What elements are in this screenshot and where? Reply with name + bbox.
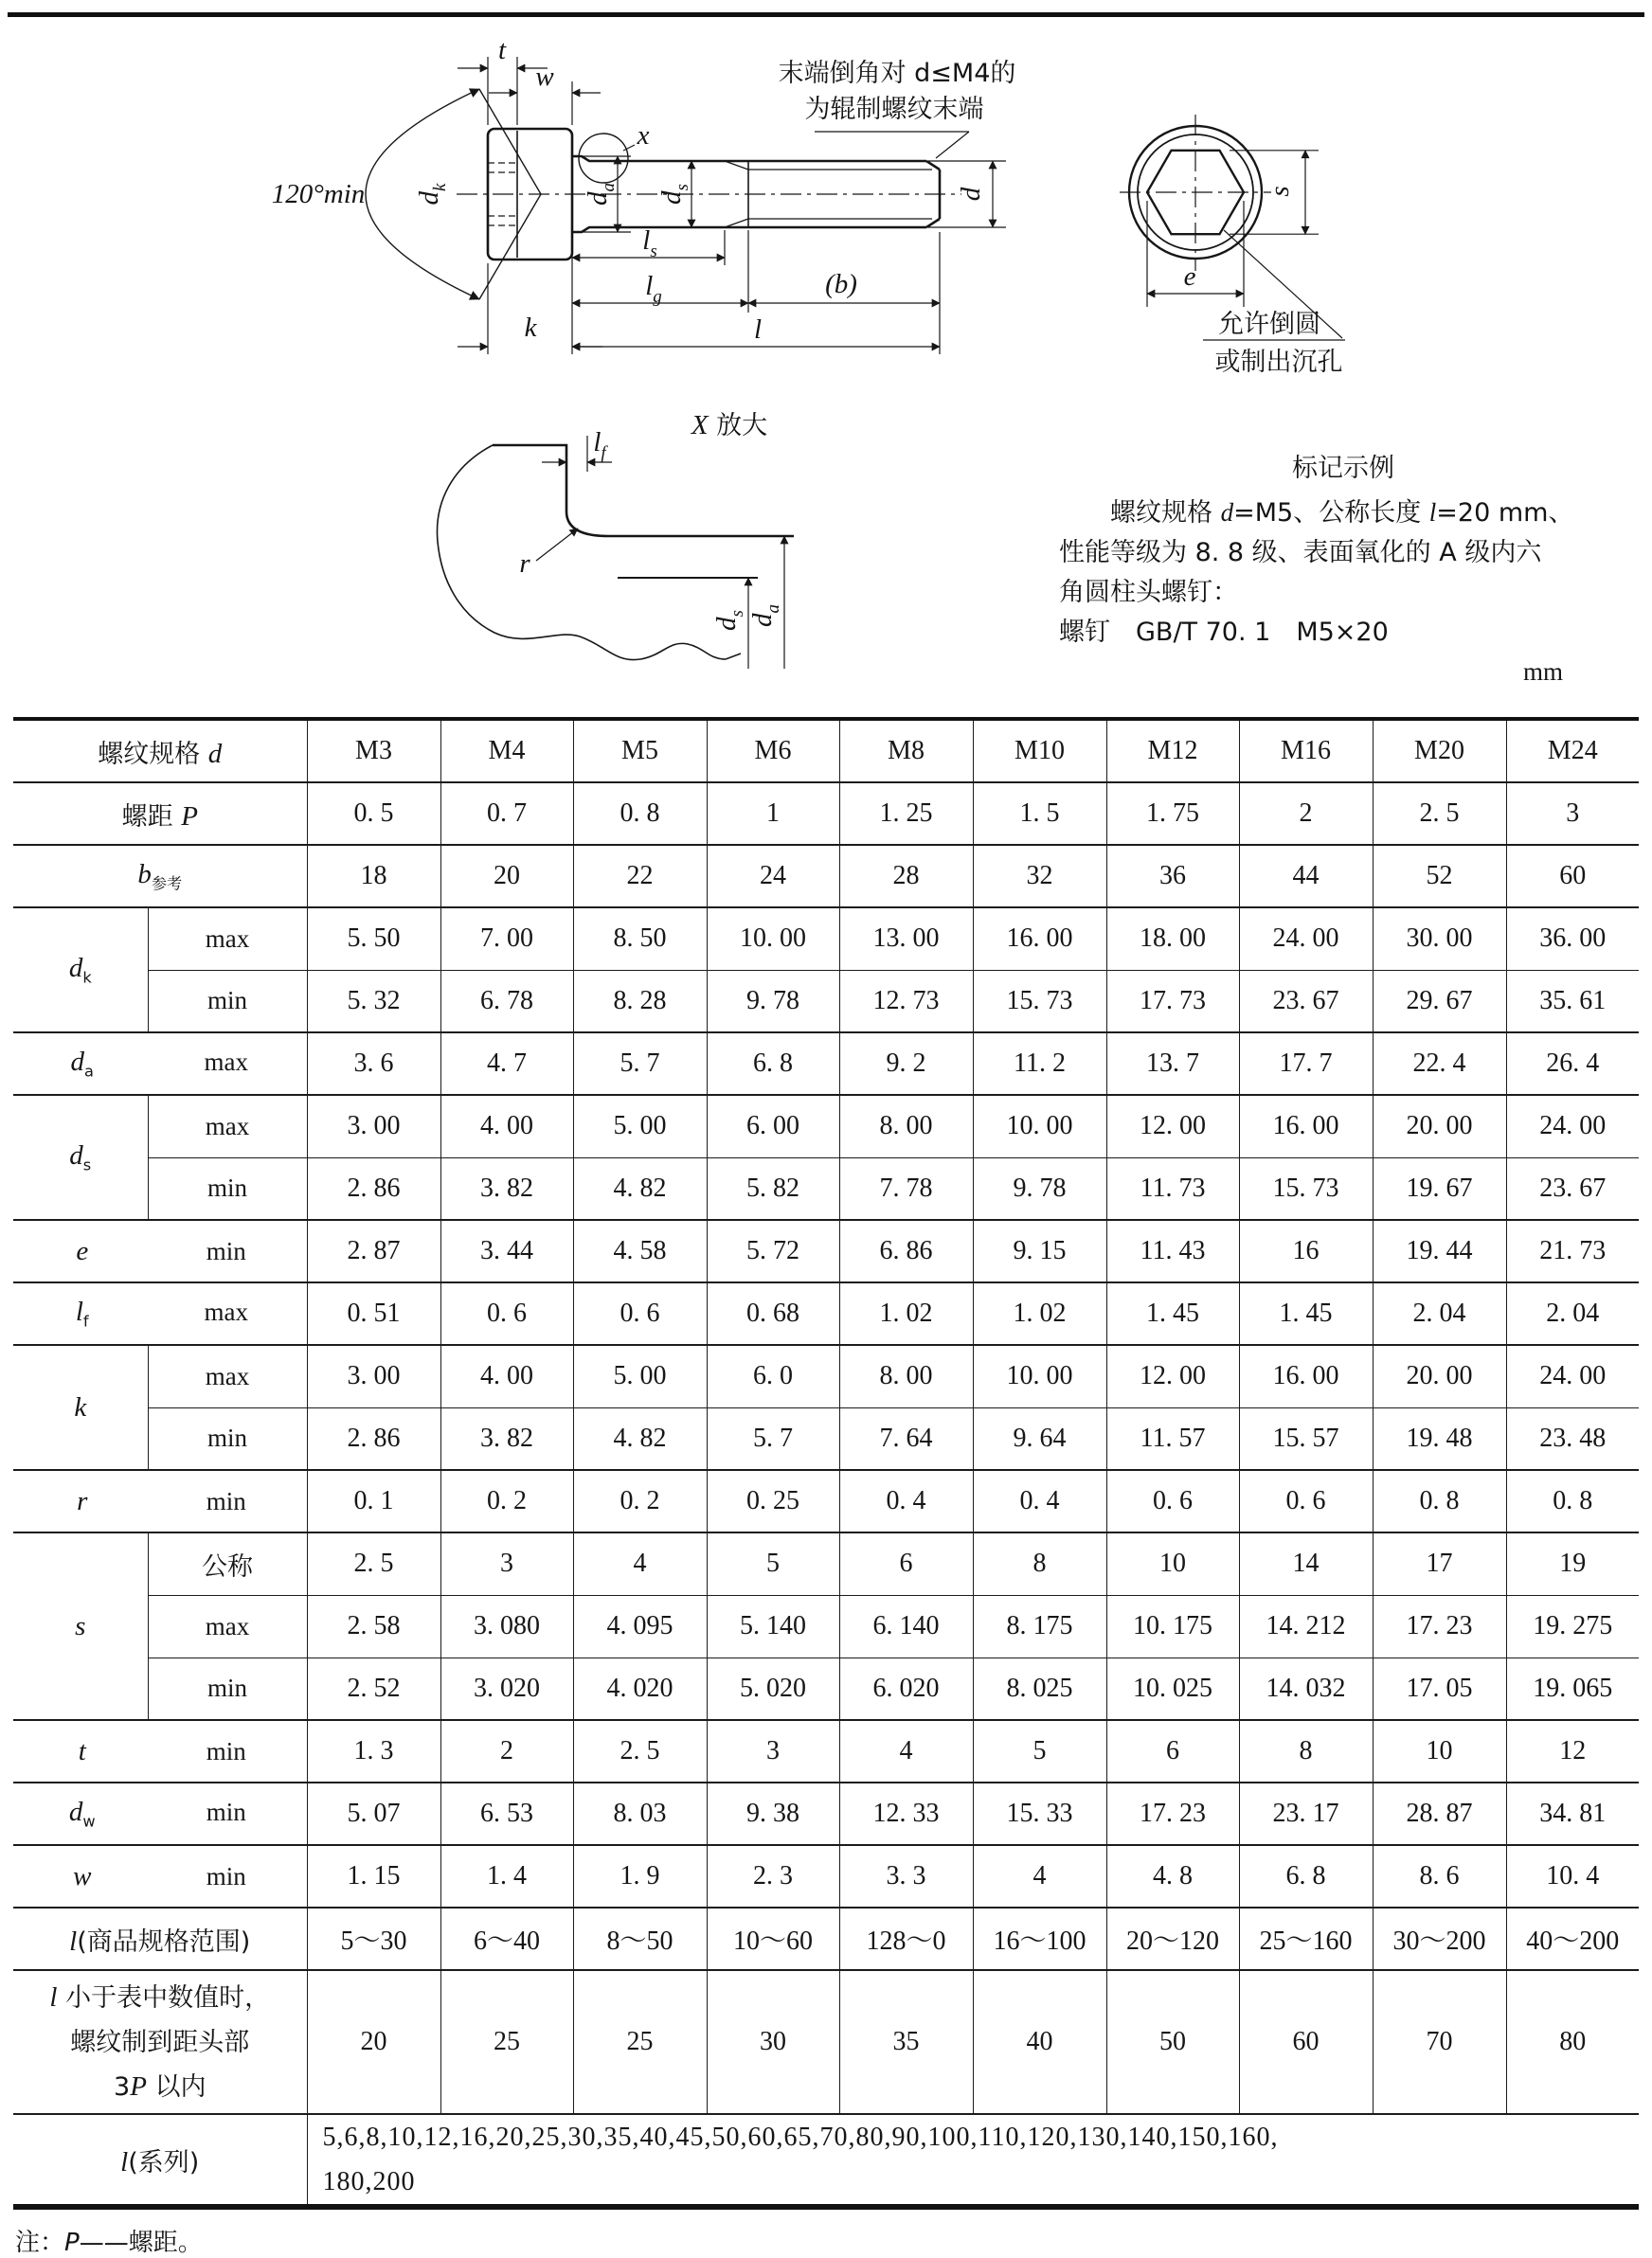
table-cell: 9. 15	[973, 1220, 1106, 1282]
shank-bottom-edge	[572, 227, 926, 232]
row-label: e min	[13, 1220, 307, 1282]
table-cell: 10. 025	[1106, 1658, 1239, 1720]
table-cell: 4	[973, 1845, 1106, 1908]
table-cell: 24. 00	[1506, 1345, 1639, 1407]
table-cell: 5. 7	[573, 1032, 707, 1095]
r-label: r	[519, 548, 530, 579]
thread-runout	[725, 161, 748, 170]
table-cell: 15. 33	[973, 1783, 1106, 1845]
end-chamfer	[926, 219, 940, 227]
end-chamfer	[926, 161, 940, 170]
table-cell: 20	[440, 845, 573, 907]
table-cell: 0. 8	[573, 782, 707, 845]
unit-label: mm	[1522, 657, 1563, 686]
table-cell: 9. 2	[839, 1032, 973, 1095]
table-cell: 3. 080	[440, 1595, 573, 1658]
d-label: d	[956, 187, 986, 202]
example-line: 角圆柱头螺钉：	[1059, 578, 1238, 607]
table-cell: 25	[573, 1970, 707, 2114]
table-cell: 0. 2	[440, 1470, 573, 1532]
table-cell: 11. 2	[973, 1032, 1106, 1095]
table-cell: 4. 82	[573, 1407, 707, 1470]
table-cell: 1. 45	[1239, 1282, 1373, 1345]
row-qualifier: max	[148, 1595, 307, 1658]
table-cell: 5	[707, 1532, 839, 1595]
table-cell: 5. 72	[707, 1220, 839, 1282]
lg-label: $l_g$	[645, 271, 662, 307]
table-cell: 8. 50	[573, 907, 707, 970]
s-label: s	[1265, 186, 1295, 197]
table-cell: 3. 6	[307, 1032, 440, 1095]
l-series-values: 5,6,8,10,12,16,20,25,30,35,40,45,50,60,65,70,80,90,100,110,120,130,140,150,160, 180,200	[307, 2114, 1639, 2207]
table-cell: 3	[440, 1532, 573, 1595]
table-cell: 2. 5	[307, 1532, 440, 1595]
table-cell: 0. 2	[573, 1470, 707, 1532]
k-label: k	[524, 313, 537, 343]
row-label: l 小于表中数值时， 螺纹制到距头部 3P 以内	[13, 1970, 307, 2114]
row-label: w min	[13, 1845, 307, 1908]
table-cell: 9. 64	[973, 1407, 1106, 1470]
table-cell: 8. 025	[973, 1658, 1106, 1720]
dimension-table	[13, 717, 1639, 2210]
table-cell: 20. 00	[1373, 1095, 1506, 1157]
table-cell: 0. 4	[839, 1470, 973, 1532]
table-cell: 24. 00	[1506, 1095, 1639, 1157]
table-cell: 14. 212	[1239, 1595, 1373, 1658]
table-cell: 4. 020	[573, 1658, 707, 1720]
end-chamfer-note-line1: 末端倒角对 d≤M4的	[778, 59, 1016, 88]
table-cell: M12	[1106, 719, 1239, 782]
table-cell: 6. 0	[707, 1345, 839, 1407]
w-label: w	[535, 62, 554, 92]
table-cell: 21. 73	[1506, 1220, 1639, 1282]
spec-table-container	[13, 717, 1639, 2210]
table-cell: 2. 3	[707, 1845, 839, 1908]
angle-label: 120°min	[271, 179, 366, 209]
table-cell: 8	[973, 1532, 1106, 1595]
table-cell: 3. 00	[307, 1095, 440, 1157]
example-line: 性能等级为 8. 8 级、表面氧化的 A 级内六	[1059, 538, 1542, 567]
table-cell: 12	[1506, 1720, 1639, 1783]
table-cell: 6～40	[440, 1908, 573, 1970]
table-cell: 20. 00	[1373, 1345, 1506, 1407]
table-cell: 0. 6	[573, 1282, 707, 1345]
table-cell: 60	[1239, 1970, 1373, 2114]
table-cell: 1. 15	[307, 1845, 440, 1908]
cropped-footnote: 注：P——螺距。	[15, 2229, 203, 2257]
table-cell: 60	[1506, 845, 1639, 907]
row-qualifier: min	[148, 1407, 307, 1470]
table-cell: 1. 02	[973, 1282, 1106, 1345]
table-cell: 2. 86	[307, 1407, 440, 1470]
table-cell: 35	[839, 1970, 973, 2114]
table-cell: 23. 17	[1239, 1783, 1373, 1845]
example-designation: 螺钉 GB/T 70. 1 M5×20	[1059, 618, 1389, 647]
table-cell: M6	[707, 719, 839, 782]
table-cell: 0. 6	[1239, 1470, 1373, 1532]
table-cell: 6. 53	[440, 1783, 573, 1845]
table-cell: 24. 00	[1239, 907, 1373, 970]
table-cell: 9. 38	[707, 1783, 839, 1845]
row-label: r min	[13, 1470, 307, 1532]
table-cell: 22. 4	[1373, 1032, 1506, 1095]
lf-label: $l_f$	[593, 427, 606, 463]
row-label: $l_f$ max	[13, 1282, 307, 1345]
table-cell: 1. 75	[1106, 782, 1239, 845]
table-cell: 25	[440, 1970, 573, 2114]
table-cell: 22	[573, 845, 707, 907]
table-cell: 17	[1373, 1532, 1506, 1595]
table-cell: 26. 4	[1506, 1032, 1639, 1095]
table-cell: 4. 8	[1106, 1845, 1239, 1908]
table-cell: 10. 00	[973, 1095, 1106, 1157]
row-label: l(系列)	[13, 2114, 307, 2207]
table-cell: 5. 00	[573, 1345, 707, 1407]
table-cell: 0. 5	[307, 782, 440, 845]
table-cell: 18	[307, 845, 440, 907]
table-cell: 52	[1373, 845, 1506, 907]
table-cell: 3. 82	[440, 1157, 573, 1220]
table-cell: 10. 4	[1506, 1845, 1639, 1908]
table-cell: 19. 275	[1506, 1595, 1639, 1658]
table-cell: 0. 6	[1106, 1470, 1239, 1532]
table-cell: 3. 00	[307, 1345, 440, 1407]
table-cell: 4. 00	[440, 1095, 573, 1157]
table-cell: 1. 5	[973, 782, 1106, 845]
table-cell: 12. 33	[839, 1783, 973, 1845]
hex-end-view	[1120, 115, 1345, 340]
table-cell: 8～50	[573, 1908, 707, 1970]
fillet-profile	[493, 445, 794, 536]
table-cell: 16～100	[973, 1908, 1106, 1970]
table-cell: 23. 67	[1506, 1157, 1639, 1220]
table-cell: 2. 5	[573, 1720, 707, 1783]
table-cell: 16. 00	[1239, 1345, 1373, 1407]
table-cell: 5. 00	[573, 1095, 707, 1157]
table-cell: 6. 00	[707, 1095, 839, 1157]
table-cell: 2. 87	[307, 1220, 440, 1282]
table-cell: 12. 00	[1106, 1345, 1239, 1407]
table-cell: 19	[1506, 1532, 1639, 1595]
table-cell: 8. 6	[1373, 1845, 1506, 1908]
table-cell: 1. 9	[573, 1845, 707, 1908]
table-cell: 12. 73	[839, 970, 973, 1032]
table-cell: 13. 00	[839, 907, 973, 970]
table-cell: 19. 48	[1373, 1407, 1506, 1470]
ds-detail-label: $d_s$	[711, 610, 747, 631]
table-cell: 11. 43	[1106, 1220, 1239, 1282]
table-cell: 24	[707, 845, 839, 907]
table-cell: 10	[1373, 1720, 1506, 1783]
table-cell: M20	[1373, 719, 1506, 782]
table-cell: 40～200	[1506, 1908, 1639, 1970]
table-cell: 1	[707, 782, 839, 845]
table-cell: 5. 82	[707, 1157, 839, 1220]
table-cell: 6. 8	[707, 1032, 839, 1095]
e-label: e	[1183, 261, 1196, 292]
table-cell: 7. 64	[839, 1407, 973, 1470]
table-cell: 36	[1106, 845, 1239, 907]
row-qualifier: max	[148, 1345, 307, 1407]
table-cell: 6. 8	[1239, 1845, 1373, 1908]
table-cell: 16. 00	[973, 907, 1106, 970]
table-cell: 32	[973, 845, 1106, 907]
ds-label: $d_s$	[656, 184, 692, 205]
table-cell: 7. 78	[839, 1157, 973, 1220]
table-cell: 8. 03	[573, 1783, 707, 1845]
table-cell: 6	[839, 1532, 973, 1595]
ls-label: $l_s$	[642, 225, 657, 261]
table-cell: 28	[839, 845, 973, 907]
table-cell: 19. 44	[1373, 1220, 1506, 1282]
table-cell: 5. 7	[707, 1407, 839, 1470]
table-cell: 2	[440, 1720, 573, 1783]
row-label: $d_w$ min	[13, 1783, 307, 1845]
table-cell: 17. 7	[1239, 1032, 1373, 1095]
row-qualifier: max	[148, 1095, 307, 1157]
table-cell: 3	[707, 1720, 839, 1783]
table-cell: 2. 58	[307, 1595, 440, 1658]
row-label: $d_k$	[13, 907, 148, 1032]
table-cell: 8. 28	[573, 970, 707, 1032]
table-cell: 16	[1239, 1220, 1373, 1282]
table-cell: 5. 50	[307, 907, 440, 970]
table-cell: M4	[440, 719, 573, 782]
table-cell: 128～0	[839, 1908, 973, 1970]
x-label: x	[637, 120, 650, 151]
shank-top-edge	[572, 156, 926, 161]
table-cell: 6. 78	[440, 970, 573, 1032]
table-cell: 14	[1239, 1532, 1373, 1595]
table-cell: 11. 57	[1106, 1407, 1239, 1470]
hex-note-line2: 或制出沉孔	[1214, 348, 1343, 377]
table-cell: M5	[573, 719, 707, 782]
table-cell: M10	[973, 719, 1106, 782]
hex-note-line1: 允许倒圆	[1218, 310, 1320, 339]
table-cell: M16	[1239, 719, 1373, 782]
row-label: 螺纹规格 d	[13, 719, 307, 782]
row-qualifier: max	[148, 907, 307, 970]
table-cell: 14. 032	[1239, 1658, 1373, 1720]
table-cell: 9. 78	[973, 1157, 1106, 1220]
table-cell: 1. 02	[839, 1282, 973, 1345]
t-label: t	[497, 35, 507, 65]
table-cell: 23. 48	[1506, 1407, 1639, 1470]
row-qualifier: min	[148, 1658, 307, 1720]
table-cell: 2. 5	[1373, 782, 1506, 845]
row-label: l(商品规格范围)	[13, 1908, 307, 1970]
table-cell: 35. 61	[1506, 970, 1639, 1032]
row-qualifier: min	[148, 970, 307, 1032]
table-cell: 44	[1239, 845, 1373, 907]
table-cell: 4. 82	[573, 1157, 707, 1220]
table-cell: 17. 05	[1373, 1658, 1506, 1720]
table-cell: 0. 8	[1506, 1470, 1639, 1532]
row-qualifier: 公称	[148, 1532, 307, 1595]
row-label: $b_{参考}$	[13, 845, 307, 907]
table-cell: 15. 57	[1239, 1407, 1373, 1470]
table-cell: 19. 065	[1506, 1658, 1639, 1720]
table-cell: 5. 32	[307, 970, 440, 1032]
end-chamfer-note-line2: 为辊制螺纹末端	[804, 95, 984, 124]
table-cell: 10. 00	[707, 907, 839, 970]
table-cell: 0. 68	[707, 1282, 839, 1345]
table-cell: 15. 73	[1239, 1157, 1373, 1220]
table-cell: 10. 00	[973, 1345, 1106, 1407]
table-cell: 0. 8	[1373, 1470, 1506, 1532]
table-cell: 4. 58	[573, 1220, 707, 1282]
table-cell: 11. 73	[1106, 1157, 1239, 1220]
table-cell: 17. 73	[1106, 970, 1239, 1032]
table-cell: 0. 4	[973, 1470, 1106, 1532]
da-detail-label: $d_a$	[747, 604, 783, 627]
table-cell: M24	[1506, 719, 1639, 782]
table-cell: 5	[973, 1720, 1106, 1783]
table-cell: 4. 00	[440, 1345, 573, 1407]
table-cell: 5. 07	[307, 1783, 440, 1845]
table-cell: 20	[307, 1970, 440, 2114]
row-label: 螺距 P	[13, 782, 307, 845]
table-cell: 4. 095	[573, 1595, 707, 1658]
table-cell: 4	[839, 1720, 973, 1783]
b-label: (b)	[825, 269, 857, 299]
table-cell: 17. 23	[1106, 1783, 1239, 1845]
break-boundary	[437, 445, 741, 660]
table-cell: 20～120	[1106, 1908, 1239, 1970]
table-cell: 9. 78	[707, 970, 839, 1032]
table-cell: 23. 67	[1239, 970, 1373, 1032]
table-cell: 36. 00	[1506, 907, 1639, 970]
table-cell: 0. 1	[307, 1470, 440, 1532]
table-cell: 1. 4	[440, 1845, 573, 1908]
table-cell: 6. 020	[839, 1658, 973, 1720]
row-label: k	[13, 1345, 148, 1470]
table-cell: 1. 25	[839, 782, 973, 845]
table-cell: 16. 00	[1239, 1095, 1373, 1157]
table-cell: 3	[1506, 782, 1639, 845]
table-cell: 6. 140	[839, 1595, 973, 1658]
table-cell: 3. 020	[440, 1658, 573, 1720]
table-cell: 8. 00	[839, 1095, 973, 1157]
table-cell: 4	[573, 1532, 707, 1595]
table-cell: 2	[1239, 782, 1373, 845]
thread-runout	[725, 219, 748, 227]
table-cell: 30	[707, 1970, 839, 2114]
table-cell: 2. 52	[307, 1658, 440, 1720]
table-cell: 18. 00	[1106, 907, 1239, 970]
table-cell: 3. 3	[839, 1845, 973, 1908]
note-leader	[936, 132, 969, 158]
table-cell: 5～30	[307, 1908, 440, 1970]
table-cell: M3	[307, 719, 440, 782]
table-cell: 30～200	[1373, 1908, 1506, 1970]
table-cell: 8. 00	[839, 1345, 973, 1407]
table-cell: 7. 00	[440, 907, 573, 970]
row-label: t min	[13, 1720, 307, 1783]
row-label: s	[13, 1532, 148, 1720]
table-cell: 17. 23	[1373, 1595, 1506, 1658]
table-cell: 8. 175	[973, 1595, 1106, 1658]
table-cell: 50	[1106, 1970, 1239, 2114]
table-cell: 8	[1239, 1720, 1373, 1783]
table-cell: 80	[1506, 1970, 1639, 2114]
table-cell: 34. 81	[1506, 1783, 1639, 1845]
table-cell: 0. 6	[440, 1282, 573, 1345]
table-cell: 10. 175	[1106, 1595, 1239, 1658]
table-cell: 5. 020	[707, 1658, 839, 1720]
table-cell: 29. 67	[1373, 970, 1506, 1032]
row-label: $d_a$ max	[13, 1032, 307, 1095]
table-cell: 0. 7	[440, 782, 573, 845]
table-cell: 2. 86	[307, 1157, 440, 1220]
table-cell: 0. 25	[707, 1470, 839, 1532]
marking-example	[1059, 453, 1627, 653]
detail-title: X 放大	[691, 410, 768, 440]
r-leader	[536, 529, 578, 561]
table-cell: 15. 73	[973, 970, 1106, 1032]
table-cell: 13. 7	[1106, 1032, 1239, 1095]
table-cell: 3. 44	[440, 1220, 573, 1282]
table-cell: 0. 51	[307, 1282, 440, 1345]
da-label: $d_a$	[583, 183, 619, 206]
table-cell: 70	[1373, 1970, 1506, 2114]
table-cell: 10～60	[707, 1908, 839, 1970]
table-cell: 4. 7	[440, 1032, 573, 1095]
table-cell: 25～160	[1239, 1908, 1373, 1970]
table-cell: 6	[1106, 1720, 1239, 1783]
table-cell: 2. 04	[1373, 1282, 1506, 1345]
table-cell: 30. 00	[1373, 907, 1506, 970]
detail-x-view	[437, 436, 794, 669]
table-cell: 5. 140	[707, 1595, 839, 1658]
table-cell: 12. 00	[1106, 1095, 1239, 1157]
row-qualifier: min	[148, 1157, 307, 1220]
table-cell: 28. 87	[1373, 1783, 1506, 1845]
table-cell: 2. 04	[1506, 1282, 1639, 1345]
example-line: 螺纹规格 d=M5、公称长度 l=20 mm、	[1110, 498, 1574, 528]
dk-label: $d_k$	[414, 183, 450, 206]
l-label: l	[753, 314, 763, 345]
table-cell: 1. 45	[1106, 1282, 1239, 1345]
example-title: 标记示例	[1292, 454, 1394, 483]
row-label: $d_s$	[13, 1095, 148, 1220]
table-cell: 3. 82	[440, 1407, 573, 1470]
table-cell: 6. 86	[839, 1220, 973, 1282]
table-cell: 10	[1106, 1532, 1239, 1595]
table-cell: 40	[973, 1970, 1106, 2114]
table-cell: 1. 3	[307, 1720, 440, 1783]
table-cell: 19. 67	[1373, 1157, 1506, 1220]
table-cell: M8	[839, 719, 973, 782]
